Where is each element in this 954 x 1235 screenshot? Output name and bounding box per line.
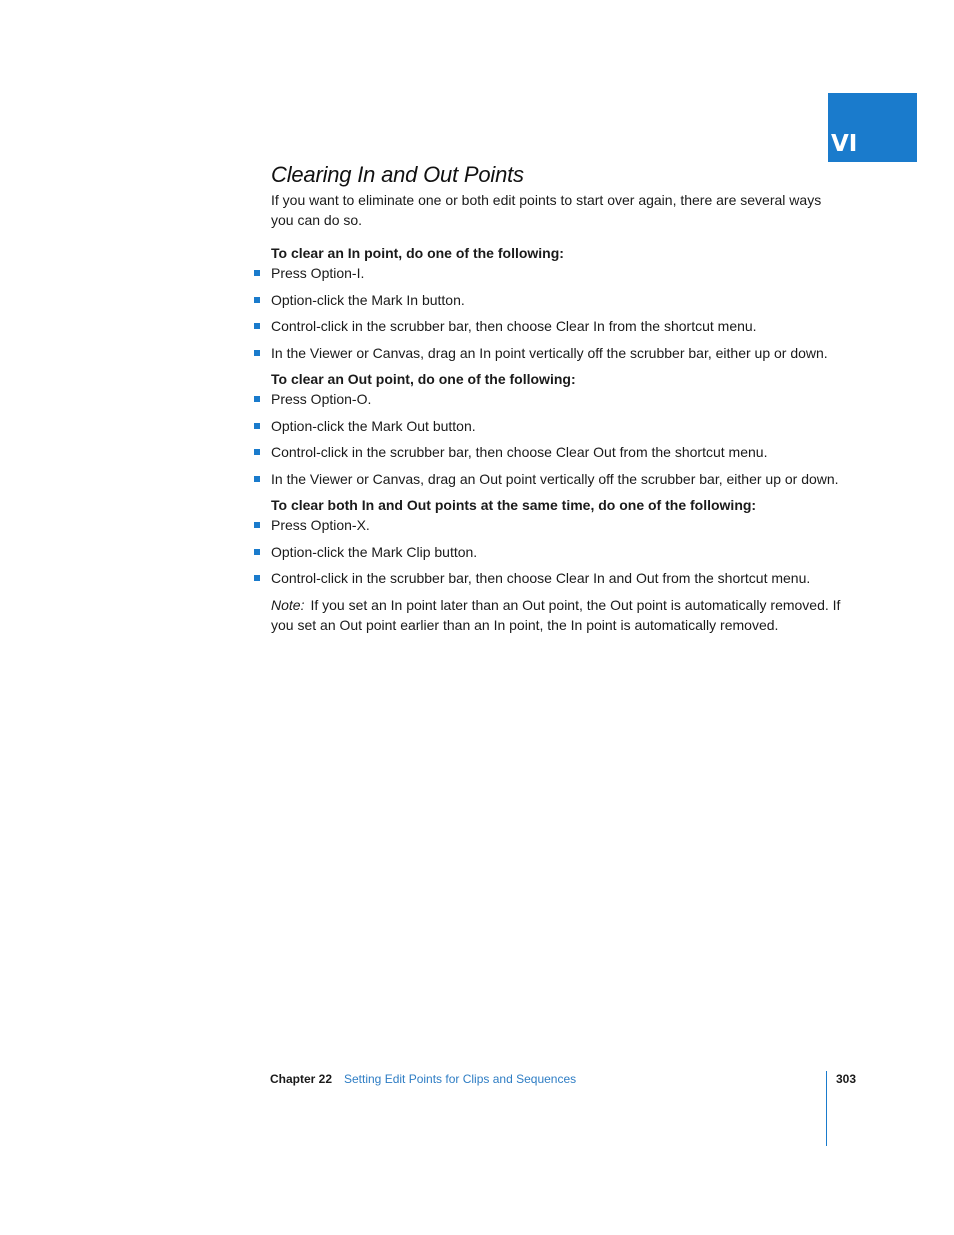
bullet-icon — [254, 522, 260, 528]
bullet-icon — [254, 323, 260, 329]
list-item — [271, 515, 841, 535]
list-item — [271, 469, 841, 489]
bullet-icon — [254, 423, 260, 429]
list-item — [271, 343, 841, 363]
list-item-text: In the Viewer or Canvas, drag an In point vertically off the scrubber bar, either up or down. — [271, 344, 828, 361]
list-item — [271, 316, 841, 336]
list-item-text: Press Option-O. — [271, 391, 372, 407]
list-item-text: Control-click in the scrubber bar, then choose Clear In and Out from the shortcut menu. — [271, 570, 811, 586]
bullet-icon — [254, 270, 260, 276]
footer-chapter: Chapter 22 — [270, 1072, 333, 1086]
part-tab-label: VI — [831, 131, 858, 157]
page-number: 303 — [836, 1072, 857, 1086]
procedure-heading: To clear an In point, do one of the following: — [271, 245, 564, 261]
bullet-icon — [254, 396, 260, 402]
bullet-icon — [254, 575, 260, 581]
procedure-out — [271, 369, 841, 489]
list-item-text: Option-click the Mark Out button. — [271, 417, 476, 434]
list-item — [271, 290, 841, 310]
bullet-icon — [254, 549, 260, 555]
list-item-text: Control-click in the scrubber bar, then choose Clear In from the shortcut menu. — [271, 318, 757, 334]
page-content — [271, 160, 841, 635]
procedure-in — [271, 243, 841, 363]
list-item-text: Control-click in the scrubber bar, then choose Clear Out from the shortcut menu. — [271, 444, 768, 460]
procedure-heading: To clear both In and Out points at the same time, do one of the following: — [271, 497, 757, 513]
list-item — [271, 389, 841, 409]
bullet-icon — [254, 297, 260, 303]
note-text: If you set an In point later than an Out point, the Out point is automatically removed. If you set an Out point earlier than an In point, the In point is automatically removed. — [271, 596, 841, 633]
list-item — [271, 442, 841, 462]
list-item-text: Press Option-I. — [271, 265, 365, 281]
list-item-text: Option-click the Mark Clip button. — [271, 543, 478, 560]
intro-paragraph: If you want to eliminate one or both edit points to start over again, there are several ways you can do so. — [271, 192, 822, 228]
bullet-icon — [254, 476, 260, 482]
procedure-list — [271, 515, 841, 588]
section-title: Clearing In and Out Points — [271, 162, 524, 187]
procedure-list — [271, 263, 841, 363]
bullet-icon — [254, 350, 260, 356]
footer-divider — [826, 1071, 827, 1146]
list-item-text: Press Option-X. — [271, 517, 370, 533]
procedure-heading: To clear an Out point, do one of the following: — [271, 371, 576, 387]
footer-chapter-title: Setting Edit Points for Clips and Sequences — [344, 1072, 577, 1086]
list-item-text: In the Viewer or Canvas, drag an Out point vertically off the scrubber bar, either up or down. — [271, 470, 839, 487]
list-item — [271, 263, 841, 283]
note-label: Note: — [271, 596, 305, 613]
note-paragraph — [271, 595, 841, 635]
list-item — [271, 568, 841, 588]
procedure-both — [271, 495, 841, 588]
list-item — [271, 416, 841, 436]
bullet-icon — [254, 449, 260, 455]
list-item — [271, 542, 841, 562]
part-tab — [828, 93, 917, 162]
list-item-text: Option-click the Mark In button. — [271, 291, 465, 308]
procedure-list — [271, 389, 841, 489]
